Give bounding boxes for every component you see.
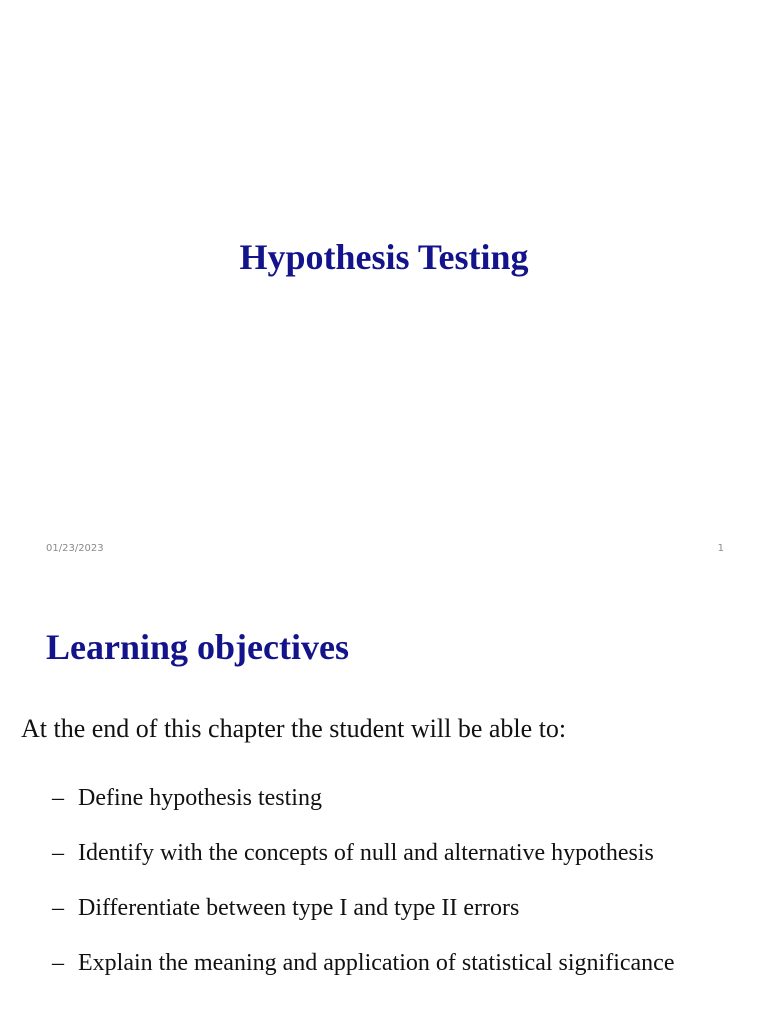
list-item-text: Define hypothesis testing: [78, 785, 322, 811]
list-item: [52, 828, 752, 878]
list-item: [52, 938, 752, 988]
list-item-text: Differentiate between type I and type II errors: [78, 895, 520, 921]
slide-2: [0, 576, 768, 1024]
bullet-dash: –: [52, 785, 64, 811]
list-item: [52, 773, 752, 823]
list-item: [52, 883, 752, 933]
objectives-list: [52, 773, 752, 993]
slide-date: 01/23/2023: [46, 543, 104, 554]
bullet-dash: –: [52, 950, 64, 976]
slide-page-number: 1: [717, 543, 724, 554]
list-item-text: Explain the meaning and application of statistical significance: [78, 950, 675, 976]
bullet-dash: –: [52, 840, 64, 866]
slide-title: Learning objectives: [46, 627, 349, 667]
slide-title: Hypothesis Testing: [239, 237, 529, 277]
bullet-dash: –: [52, 895, 64, 921]
intro-text: At the end of this chapter the student will be able to:: [21, 714, 567, 743]
list-item-text: Identify with the concepts of null and alternative hypothesis: [78, 840, 654, 866]
